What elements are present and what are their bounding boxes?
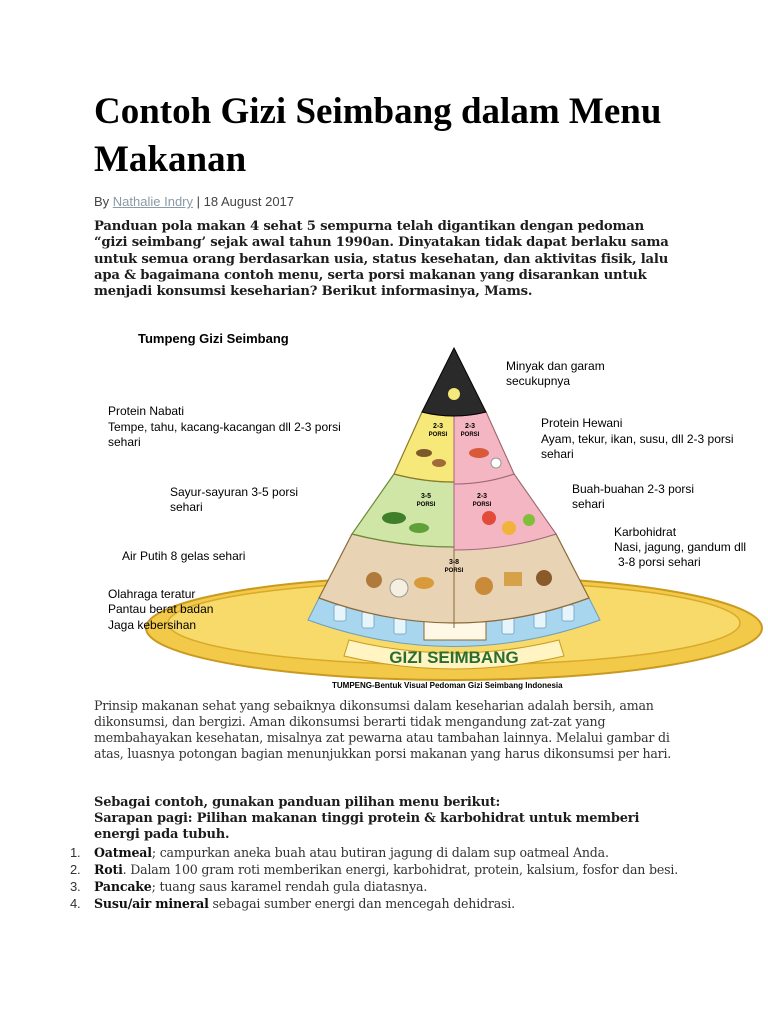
list-number: 4. (70, 896, 81, 911)
infographic-caption: TUMPENG-Bentuk Visual Pedoman Gizi Seimbang Indonesia (332, 681, 563, 690)
label-olahraga-2: Pantau berat badan (108, 602, 214, 616)
label-protein-hewani-2: Ayam, tekur, ikan, susu, dll 2-3 porsi (541, 432, 734, 446)
label-protein-hewani-3: sehari (541, 447, 574, 461)
label-sayur-2: sehari (170, 500, 203, 514)
publish-date: 18 August 2017 (203, 194, 295, 209)
label-oil-salt-2: secukupnya (506, 374, 571, 388)
list-item (64, 845, 679, 861)
porsi-buah: 2-3 (476, 493, 488, 500)
porsi-protein-nabati: 2-3 (432, 423, 444, 430)
label-protein-hewani-1: Protein Hewani (541, 416, 623, 430)
porsi-protein-hewani-word: PORSI (460, 432, 480, 438)
menu-breakfast: Sarapan pagi: Pilihan makanan tinggi protein & karbohidrat untuk memberi energi pada tubuh. (94, 811, 640, 842)
list-item (64, 862, 679, 878)
label-buah-2: sehari (572, 497, 605, 511)
list-item-desc: . Dalam 100 gram roti memberikan energi, karbohidrat, protein, kalsium, fosfor dan besi. (122, 862, 679, 877)
menu-intro: Sebagai contoh, gunakan panduan pilihan menu berikut: (94, 795, 501, 810)
label-protein-nabati-2: Tempe, tahu, kacang-kacangan dll 2-3 porsi (108, 420, 341, 434)
tumpeng-infographic (104, 328, 768, 690)
list-number: 1. (70, 845, 81, 860)
banner-text: GIZI SEIMBANG (389, 648, 519, 667)
author-link[interactable]: Nathalie Indry (112, 194, 194, 209)
porsi-protein-nabati-word: PORSI (428, 432, 448, 438)
intro-paragraph: Panduan pola makan 4 sehat 5 sempurna telah digantikan dengan pedoman “gizi seimbang’ sejak awal tahun 1990an. Dinyatakan tidak dapat berlaku sama untuk semua orang berdasarkan usia, status kesehatan, dan aktivitas fisik, lalu apa & bagaimana contoh menu, serta porsi makanan yang disarankan untuk menjadi konsumsi keseharian? Berikut informasinya, Mams. (94, 219, 669, 300)
porsi-karbo: 3-8 (448, 559, 460, 566)
list-item (64, 896, 679, 912)
byline-separator: | (196, 194, 201, 209)
porsi-buah-word: PORSI (472, 502, 492, 508)
label-karbo-2: Nasi, jagung, gandum dll (614, 540, 747, 554)
label-karbo-1: Karbohidrat (614, 525, 677, 539)
list-item-name: Roti (94, 862, 123, 877)
label-olahraga-1: Olahraga teratur (108, 587, 196, 601)
byline-prefix: By (94, 194, 110, 209)
principle-paragraph: Prinsip makanan sehat yang sebaiknya dikonsumsi dalam keseharian adalah bersih, aman dikonsumsi, dan bergizi. Aman dikonsumsi berarti tidak mengandung zat-zat yang membahayakan kesehatan, misalnya zat pewarna atau tambahan lainnya. Melalui gambar di atas, luasnya potongan bagian menunjukkan porsi makanan yang harus dikonsumsi per hari. (94, 698, 672, 761)
label-karbo-3: 3-8 porsi sehari (618, 555, 701, 569)
porsi-sayur-word: PORSI (416, 502, 436, 508)
list-item-desc: ; campurkan aneka buah atau butiran jagung di dalam sup oatmeal Anda. (151, 845, 609, 860)
tier-fruit-half (454, 474, 556, 550)
oil-drop-icon (448, 388, 460, 400)
menu-heading (94, 795, 674, 843)
porsi-protein-hewani: 2-3 (464, 423, 476, 430)
label-olahraga-3: Jaga kebersihan (108, 618, 197, 632)
list-item (64, 879, 679, 895)
label-protein-nabati-3: sehari (108, 435, 141, 449)
list-item-desc: ; tuang saus karamel rendah gula diatasnya. (151, 879, 428, 894)
label-air-putih: Air Putih 8 gelas sehari (122, 549, 246, 563)
label-protein-nabati-1: Protein Nabati (108, 404, 185, 418)
list-item-name: Susu/air mineral (94, 896, 209, 911)
infographic-title: Tumpeng Gizi Seimbang (138, 331, 289, 346)
list-number: 3. (70, 879, 81, 894)
label-sayur-1: Sayur-sayuran 3-5 porsi (170, 485, 299, 499)
label-oil-salt-1: Minyak dan garam (506, 359, 605, 373)
label-buah-1: Buah-buahan 2-3 porsi (572, 482, 695, 496)
list-item-desc: sebagai sumber energi dan mencegah dehidrasi. (208, 896, 515, 911)
menu-list (64, 845, 679, 913)
list-item-name: Oatmeal (94, 845, 152, 860)
porsi-sayur: 3-5 (420, 493, 432, 500)
byline (94, 194, 294, 209)
article-title: Contoh Gizi Seimbang dalam Menu Makanan (94, 91, 662, 180)
porsi-karbo-word: PORSI (444, 568, 464, 574)
list-item-name: Pancake (94, 879, 152, 894)
list-number: 2. (70, 862, 81, 877)
tier-oil-salt (422, 348, 486, 416)
tier-protein-animal (454, 412, 514, 484)
